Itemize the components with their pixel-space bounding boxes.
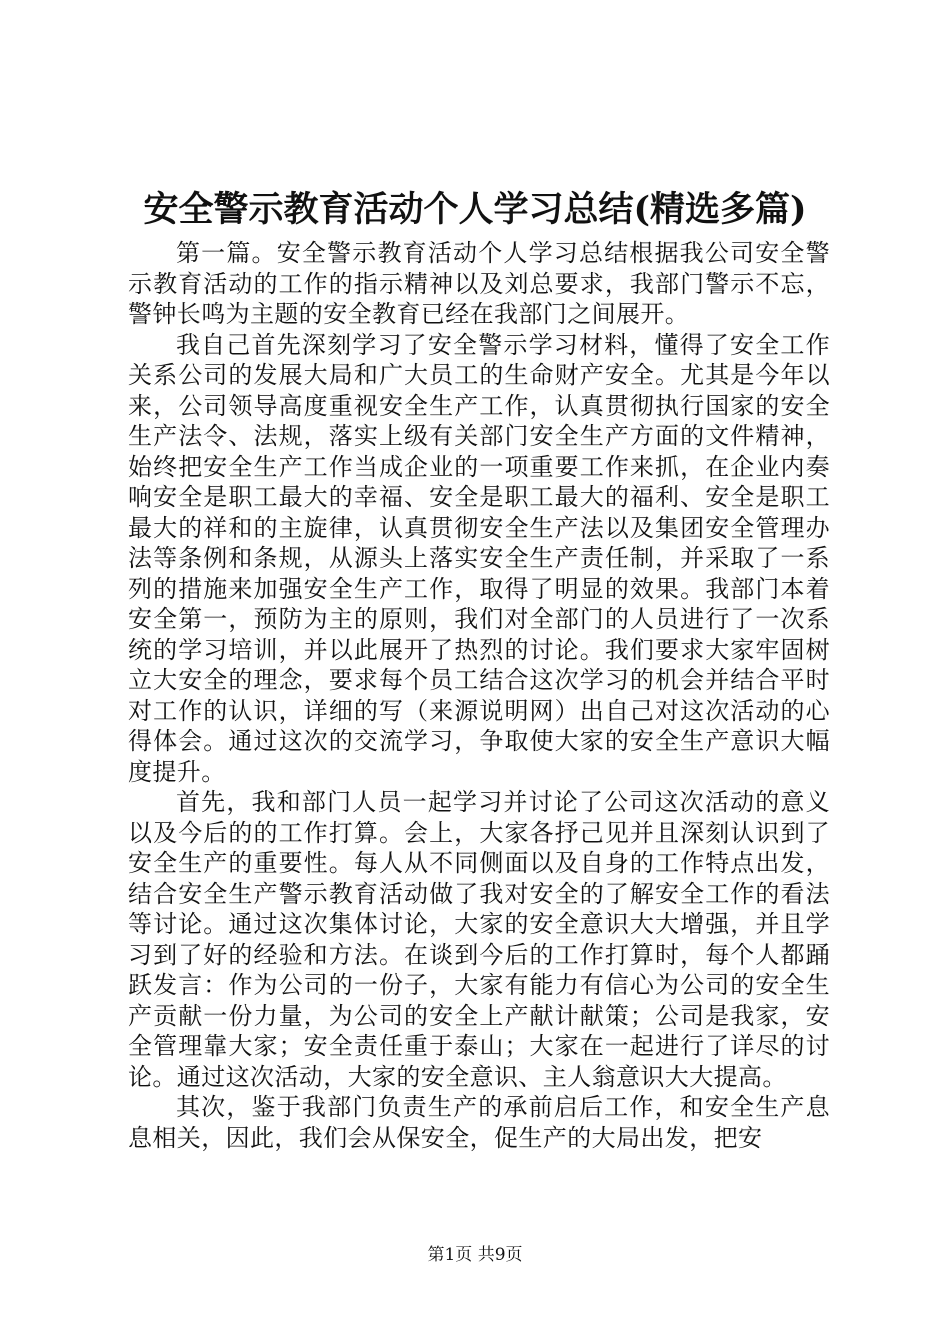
document-body — [128, 238, 830, 1153]
document-title: 安全警示教育活动个人学习总结(精选多篇) — [143, 189, 807, 230]
paragraph-4: 其次，鉴于我部门负责生产的承前启后工作，和安全生产息息相关，因此，我们会从保安全，促生产的大局出发，把安 — [128, 1093, 830, 1152]
paragraph-2: 我自己首先深刻学习了安全警示学习材料，懂得了安全工作关系公司的发展大局和广大员工的生命财产安全。尤其是今年以来，公司领导高度重视安全生产工作，认真贯彻执行国家的安全生产法令、法规，落实上级有关部门安全生产方面的文件精神，始终把安全生产工作当成企业的一项重要工作来抓，在企业内奏响安全是职工最大的幸福、安全是职工最大的福利、安全是职工最大的祥和的主旋律，认真贯彻安全生产法以及集团安全管理办法等条例和条规，从源头上落实安全生产责任制，并采取了一系列的措施来加强安全生产工作，取得了明显的效果。我部门本着安全第一，预防为主的原则，我们对全部门的人员进行了一次系统的学习培训，并以此展开了热烈的讨论。我们要求大家牢固树立大安全的理念，要求每个员工结合这次学习的机会并结合平时对工作的认识，详细的写（来源说明网）出自己对这次活动的心得体会。通过这次的交流学习，争取使大家的安全生产意识大幅度提升。 — [128, 330, 830, 786]
paragraph-1: 第一篇。安全警示教育活动个人学习总结根据我公司安全警示教育活动的工作的指示精神以及刘总要求，我部门警示不忘，警钟长鸣为主题的安全教育已经在我部门之间展开。 — [128, 239, 830, 328]
paragraph-3: 首先，我和部门人员一起学习并讨论了公司这次活动的意义以及今后的的工作打算。会上，大家各抒己见并且深刻认识到了安全生产的重要性。每人从不同侧面以及自身的工作特点出发，结合安全生产警示教育活动做了我对安全的了解安全工作的看法等讨论。通过这次集体讨论，大家的安全意识大大增强，并且学习到了好的经验和方法。在谈到今后的工作打算时，每个人都踊跃发言：作为公司的一份子，大家有能力有信心为公司的安全生产贡献一份力量，为公司的安全上产献计献策；公司是我家，安全管理靠大家；安全责任重于泰山；大家在一起进行了详尽的讨论。通过这次活动，大家的安全意识、主人翁意识大大提高。 — [128, 788, 830, 1091]
page-footer: 第1页 共9页 — [427, 1245, 523, 1265]
